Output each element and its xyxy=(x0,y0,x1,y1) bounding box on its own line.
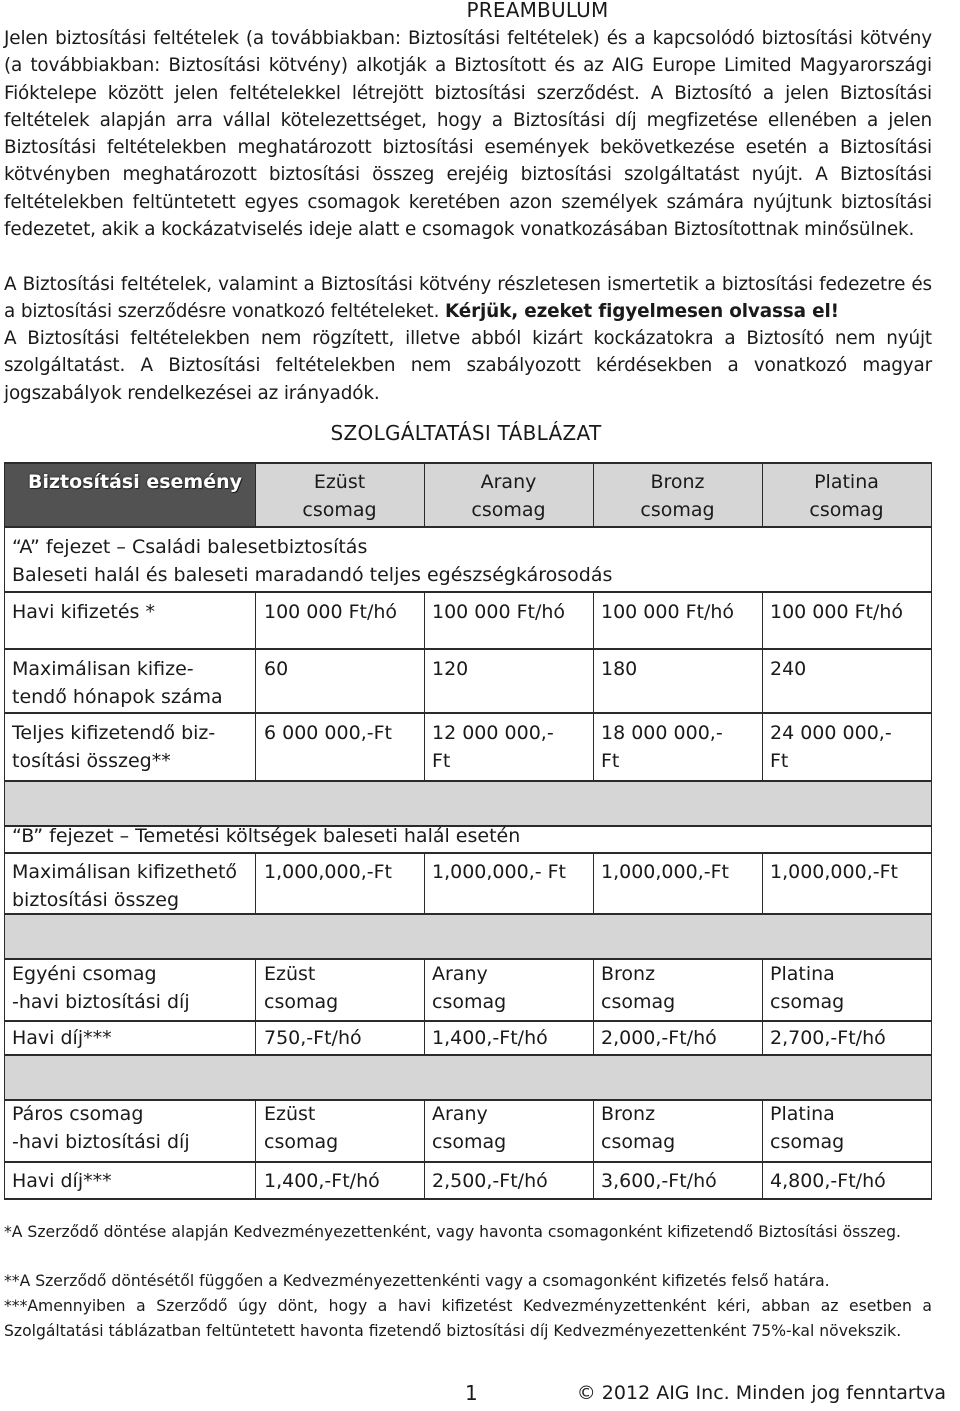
table-cell: 750,-Ft/hó xyxy=(264,1027,362,1049)
section-b-title: “B” fejezet – Temetési költségek baleseti halál esetén xyxy=(12,825,521,847)
table-cell: 100 000 Ft/hó xyxy=(601,601,735,623)
preambulum-title: PREAMBULUM xyxy=(466,0,609,22)
table-cell: 1,000,000,-Ft xyxy=(770,861,898,883)
row-label: Teljes kifizetendő biz- tosítási összeg** xyxy=(12,722,216,772)
header-col-arany: Arany csomag xyxy=(471,471,546,521)
table-rule xyxy=(4,712,932,714)
table-border-right xyxy=(931,463,932,1199)
separator-band xyxy=(4,1055,932,1100)
table-cell: 180 xyxy=(601,658,638,680)
preamble-paragraph-2-text: A Biztosítási feltételek, valamint a Biztosítási kötvény részletesen ismertetik a biztosítási fedezetre és a biztosítási szerződésre vonatkozó feltételeket. xyxy=(4,274,932,323)
individual-col-arany: Arany csomag xyxy=(432,963,507,1013)
footnote-1: *A Szerződő döntése alapján Kedvezményezettenként, vagy havonta csomagonként kifizetendő Biztosítási összeg. xyxy=(4,1223,902,1241)
preamble-paragraph-1: Jelen biztosítási feltételek (a továbbiakban: Biztosítási feltételek) és a kapcsolódó biztosítási kötvény (a továbbiakban: Biztosítási kötvény) alkotják a Biztosított és az AIG Europe Limited Magyarországi Fióktelepe között jelen feltételekkel létrejött biztosítási szerződést. A Biztosító a jelen Biztosítási feltételek alapján arra vállal kötelezettséget, hogy a Biztosítási díj megfizetése ellenében a jelen Biztosítási feltételekben meghatározott biztosítási események bekövetkezése esetén a Biztosítási kötvényben meghatározott biztosítási összeg erejéig biztosítási szolgáltatást nyújt. A Biztosítási feltételekben feltüntetett egyes csomagok keretében azon személyek számára nyújtunk biztosítási fedezetet, akik a kockázatviselés ideje alatt e csomagok vonatkozásában Biztosítottnak minősülnek. xyxy=(4,28,932,241)
column-divider xyxy=(255,591,256,781)
table-rule xyxy=(4,526,932,528)
page-number: 1 xyxy=(465,1381,478,1405)
row-label: Maximálisan kifizethető biztosítási összeg xyxy=(12,861,238,911)
table-cell: 2,500,-Ft/hó xyxy=(432,1170,548,1192)
row-label: Maximálisan kifize- tendő hónapok száma xyxy=(12,658,223,708)
table-cell: 1,000,000,-Ft xyxy=(264,861,392,883)
column-divider xyxy=(593,591,594,781)
column-divider xyxy=(424,958,425,1055)
column-divider xyxy=(593,1099,594,1199)
footnote-3: ***Amennyiben a Szerződő úgy dönt, hogy a havi kifizetést Kedvezményzettenként kéri, abban az esetben a Szolgáltatási táblázatban feltüntetett havonta fizetendő biztosítási díj Kedvezményezettenként 75%-kal növekszik. xyxy=(4,1297,932,1340)
copyright-notice: © 2012 AIG Inc. Minden jog fenntartva xyxy=(576,1382,946,1404)
couple-col-platina: Platina csomag xyxy=(770,1103,845,1153)
table-cell: 6 000 000,-Ft xyxy=(264,722,392,744)
individual-col-ezust: Ezüst csomag xyxy=(264,963,339,1013)
table-rule xyxy=(4,1020,932,1022)
column-divider xyxy=(762,591,763,781)
section-a-title: “A” fejezet – Családi balesetbiztosítás xyxy=(12,536,368,558)
individual-package-label: Egyéni csomag -havi biztosítási díj xyxy=(12,963,190,1013)
couple-package-label: Páros csomag -havi biztosítási díj xyxy=(12,1103,190,1153)
table-rule xyxy=(4,1054,932,1056)
table-cell: 100 000 Ft/hó xyxy=(264,601,398,623)
column-divider xyxy=(762,1099,763,1199)
table-cell: 12 000 000,- Ft xyxy=(432,722,554,772)
column-divider xyxy=(255,1099,256,1199)
table-cell: 2,700,-Ft/hó xyxy=(770,1027,886,1049)
preamble-emphasis: Kérjük, ezeket figyelmesen olvassa el! xyxy=(445,301,839,323)
separator-band xyxy=(4,914,932,959)
table-border-left xyxy=(4,463,5,1199)
table-cell: 18 000 000,- Ft xyxy=(601,722,723,772)
individual-col-bronz: Bronz csomag xyxy=(601,963,676,1013)
table-cell: 100 000 Ft/hó xyxy=(432,601,566,623)
table-cell: 1,400,-Ft/hó xyxy=(264,1170,380,1192)
table-header-label: Biztosítási esemény xyxy=(28,471,243,493)
column-divider xyxy=(762,958,763,1055)
couple-col-bronz: Bronz csomag xyxy=(601,1103,676,1153)
table-cell: 60 xyxy=(264,658,289,680)
table-cell: 120 xyxy=(432,658,469,680)
column-divider xyxy=(255,852,256,914)
table-rule xyxy=(4,591,932,593)
table-cell: 1,400,-Ft/hó xyxy=(432,1027,548,1049)
individual-col-platina: Platina csomag xyxy=(770,963,845,1013)
couple-col-arany: Arany csomag xyxy=(432,1103,507,1153)
individual-fee-label: Havi díj*** xyxy=(12,1027,112,1049)
column-divider xyxy=(593,852,594,914)
column-divider xyxy=(762,852,763,914)
section-a-subtitle: Baleseti halál és baleseti maradandó teljes egészségkárosodás xyxy=(12,564,613,586)
table-cell: 1,000,000,- Ft xyxy=(432,861,567,883)
table-title: SZOLGÁLTATÁSI TÁBLÁZAT xyxy=(330,421,602,445)
column-divider xyxy=(424,591,425,781)
preamble-paragraph-3: A Biztosítási feltételekben nem rögzített, illetve abból kizárt kockázatokra a Biztosító nem nyújt szolgáltatást. A Biztosítási feltételekben nem szabályozott kérdésekben a vonatkozó magyar jogszabályok rendelkezései az irányadók. xyxy=(4,328,932,404)
table-cell: 24 000 000,- Ft xyxy=(770,722,892,772)
table-cell: 240 xyxy=(770,658,807,680)
header-col-platina: Platina csomag xyxy=(809,471,884,521)
table-rule xyxy=(4,648,932,650)
table-rule xyxy=(4,1161,932,1163)
column-divider xyxy=(255,958,256,1055)
table-cell: 4,800,-Ft/hó xyxy=(770,1170,886,1192)
separator-band xyxy=(4,781,932,826)
couple-col-ezust: Ezüst csomag xyxy=(264,1103,339,1153)
column-divider xyxy=(424,1099,425,1199)
table-rule xyxy=(4,1198,932,1200)
couple-fee-label: Havi díj*** xyxy=(12,1170,112,1192)
benefits-table xyxy=(4,463,932,1200)
column-divider xyxy=(593,958,594,1055)
table-cell: 100 000 Ft/hó xyxy=(770,601,904,623)
table-rule xyxy=(4,780,932,782)
preamble-paragraph-2 xyxy=(4,271,932,326)
table-rule xyxy=(4,462,932,464)
table-rule xyxy=(4,852,932,854)
column-divider xyxy=(424,852,425,914)
header-col-ezust: Ezüst csomag xyxy=(302,471,377,521)
table-cell: 1,000,000,-Ft xyxy=(601,861,729,883)
row-label: Havi kifizetés * xyxy=(12,601,155,623)
table-cell: 2,000,-Ft/hó xyxy=(601,1027,717,1049)
footnote-2: **A Szerződő döntésétől függően a Kedvezményezettenkénti vagy a csomagonként kifizetés felső határa. xyxy=(4,1272,830,1290)
header-col-bronz: Bronz csomag xyxy=(640,471,715,521)
table-cell: 3,600,-Ft/hó xyxy=(601,1170,717,1192)
